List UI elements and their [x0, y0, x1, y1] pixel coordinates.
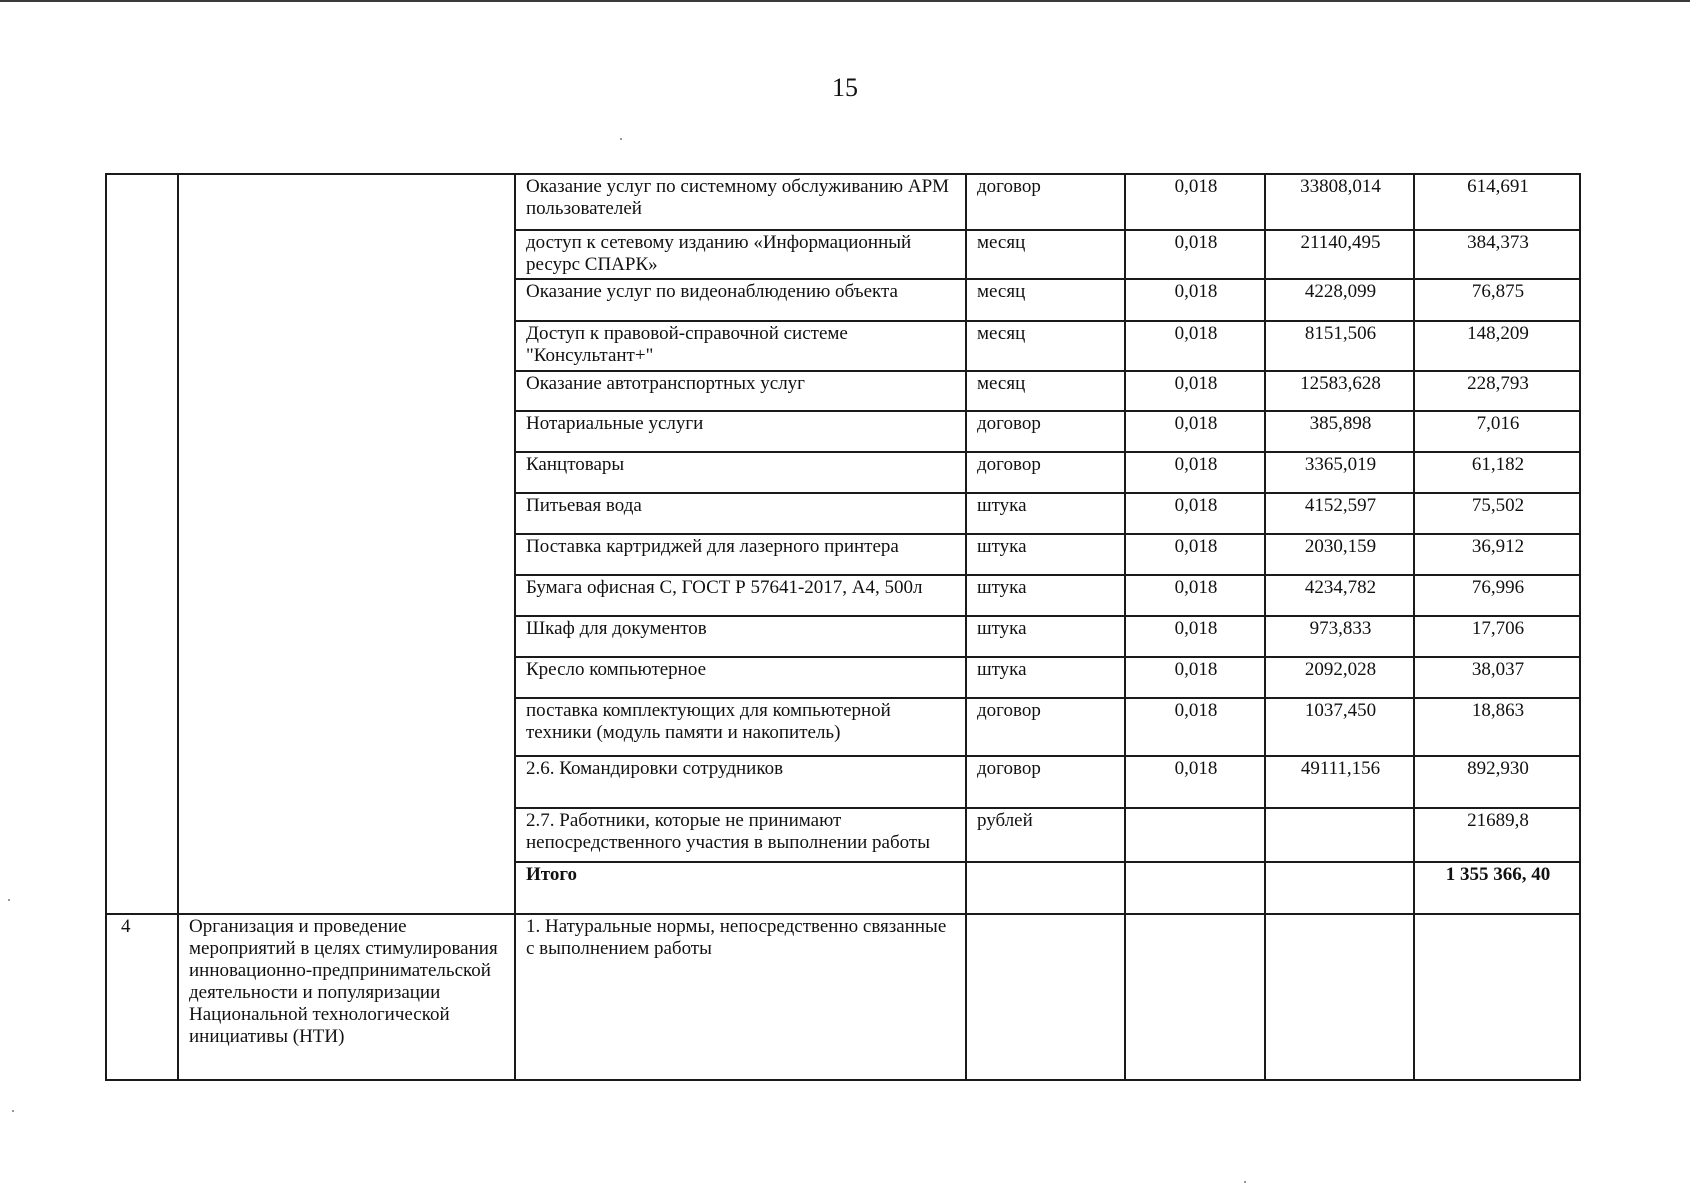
- item-sum: 76,875: [1414, 279, 1580, 321]
- item-unit: месяц: [966, 321, 1125, 371]
- item-coefficient: 0,018: [1125, 279, 1265, 321]
- item-unit: договор: [966, 756, 1125, 808]
- scan-speck: [1244, 1181, 1246, 1183]
- item-sum: 38,037: [1414, 657, 1580, 698]
- scan-speck: [8, 899, 10, 901]
- item-sum: 18,863: [1414, 698, 1580, 756]
- item-price: 4228,099: [1265, 279, 1414, 321]
- item-coefficient: 0,018: [1125, 575, 1265, 616]
- scan-speck: [12, 1110, 14, 1112]
- item-name: Канцтовары: [515, 452, 966, 493]
- item-name: Оказание автотранспортных услуг: [515, 371, 966, 411]
- item-sum: 228,793: [1414, 371, 1580, 411]
- page-number: 15: [832, 73, 858, 102]
- empty-index-cell: [106, 174, 178, 914]
- section-title: Организация и проведение мероприятий в целях стимулирования инновационно-предпринимательской деятельности и популяризации Национальной технологической инициативы (НТИ): [178, 914, 515, 1080]
- empty-cell: [966, 914, 1125, 1080]
- item-price: 2030,159: [1265, 534, 1414, 575]
- item-sum: 17,706: [1414, 616, 1580, 657]
- item-coefficient: 0,018: [1125, 756, 1265, 808]
- item-coefficient: 0,018: [1125, 534, 1265, 575]
- scan-edge: [0, 0, 1690, 2]
- item-coefficient: 0,018: [1125, 174, 1265, 230]
- item-sum: 75,502: [1414, 493, 1580, 534]
- item-unit: договор: [966, 452, 1125, 493]
- item-price: 1037,450: [1265, 698, 1414, 756]
- item-name: поставка комплектующих для компьютерной техники (модуль памяти и накопитель): [515, 698, 966, 756]
- item-sum: 614,691: [1414, 174, 1580, 230]
- item-price: 2092,028: [1265, 657, 1414, 698]
- item-price: 973,833: [1265, 616, 1414, 657]
- item-coefficient: [1125, 808, 1265, 862]
- item-sum: 21689,8: [1414, 808, 1580, 862]
- item-unit: договор: [966, 174, 1125, 230]
- item-name: Оказание услуг по видеонаблюдению объекта: [515, 279, 966, 321]
- empty-cell: [1125, 862, 1265, 914]
- item-unit: штука: [966, 575, 1125, 616]
- table-body: [106, 174, 1580, 1080]
- item-sum: 384,373: [1414, 230, 1580, 279]
- item-sum: 36,912: [1414, 534, 1580, 575]
- empty-cell: [1265, 914, 1414, 1080]
- empty-cell: [1265, 862, 1414, 914]
- table-row-section: [106, 914, 1580, 1080]
- item-name: Бумага офисная С, ГОСТ Р 57641-2017, А4, 500л: [515, 575, 966, 616]
- item-unit: договор: [966, 411, 1125, 452]
- item-name: Питьевая вода: [515, 493, 966, 534]
- item-name: Поставка картриджей для лазерного принтера: [515, 534, 966, 575]
- item-unit: штука: [966, 616, 1125, 657]
- item-name: Оказание услуг по системному обслуживанию АРМ пользователей: [515, 174, 966, 230]
- total-label: Итого: [515, 862, 966, 914]
- item-coefficient: 0,018: [1125, 657, 1265, 698]
- item-coefficient: 0,018: [1125, 230, 1265, 279]
- item-unit: штука: [966, 657, 1125, 698]
- item-price: [1265, 808, 1414, 862]
- item-coefficient: 0,018: [1125, 452, 1265, 493]
- item-unit: месяц: [966, 279, 1125, 321]
- item-price: 21140,495: [1265, 230, 1414, 279]
- cost-table: [105, 173, 1581, 1081]
- scan-speck: [620, 138, 622, 140]
- empty-cell: [1125, 914, 1265, 1080]
- item-coefficient: 0,018: [1125, 493, 1265, 534]
- item-price: 385,898: [1265, 411, 1414, 452]
- item-unit: месяц: [966, 230, 1125, 279]
- table-row: [106, 174, 1580, 230]
- item-name: Кресло компьютерное: [515, 657, 966, 698]
- item-name: Нотариальные услуги: [515, 411, 966, 452]
- section-index: 4: [106, 914, 178, 1080]
- item-sum: 148,209: [1414, 321, 1580, 371]
- item-price: 49111,156: [1265, 756, 1414, 808]
- total-value: 1 355 366, 40: [1414, 862, 1580, 914]
- item-price: 4152,597: [1265, 493, 1414, 534]
- item-unit: месяц: [966, 371, 1125, 411]
- empty-cell: [966, 862, 1125, 914]
- empty-cell: [1414, 914, 1580, 1080]
- item-coefficient: 0,018: [1125, 411, 1265, 452]
- item-coefficient: 0,018: [1125, 371, 1265, 411]
- item-coefficient: 0,018: [1125, 698, 1265, 756]
- item-name: доступ к сетевому изданию «Информационный ресурс СПАРК»: [515, 230, 966, 279]
- item-sum: 7,016: [1414, 411, 1580, 452]
- item-sum: 76,996: [1414, 575, 1580, 616]
- item-price: 8151,506: [1265, 321, 1414, 371]
- item-unit: договор: [966, 698, 1125, 756]
- item-coefficient: 0,018: [1125, 321, 1265, 371]
- item-sum: 61,182: [1414, 452, 1580, 493]
- item-price: 12583,628: [1265, 371, 1414, 411]
- item-price: 4234,782: [1265, 575, 1414, 616]
- item-name: Доступ к правовой-справочной системе "Консультант+": [515, 321, 966, 371]
- item-name: 2.6. Командировки сотрудников: [515, 756, 966, 808]
- item-coefficient: 0,018: [1125, 616, 1265, 657]
- item-sum: 892,930: [1414, 756, 1580, 808]
- item-unit: рублей: [966, 808, 1125, 862]
- item-unit: штука: [966, 493, 1125, 534]
- section-item: 1. Натуральные нормы, непосредственно связанные с выполнением работы: [515, 914, 966, 1080]
- empty-title-cell: [178, 174, 515, 914]
- item-price: 3365,019: [1265, 452, 1414, 493]
- item-price: 33808,014: [1265, 174, 1414, 230]
- item-name: Шкаф для документов: [515, 616, 966, 657]
- item-name: 2.7. Работники, которые не принимают непосредственного участия в выполнении работы: [515, 808, 966, 862]
- item-unit: штука: [966, 534, 1125, 575]
